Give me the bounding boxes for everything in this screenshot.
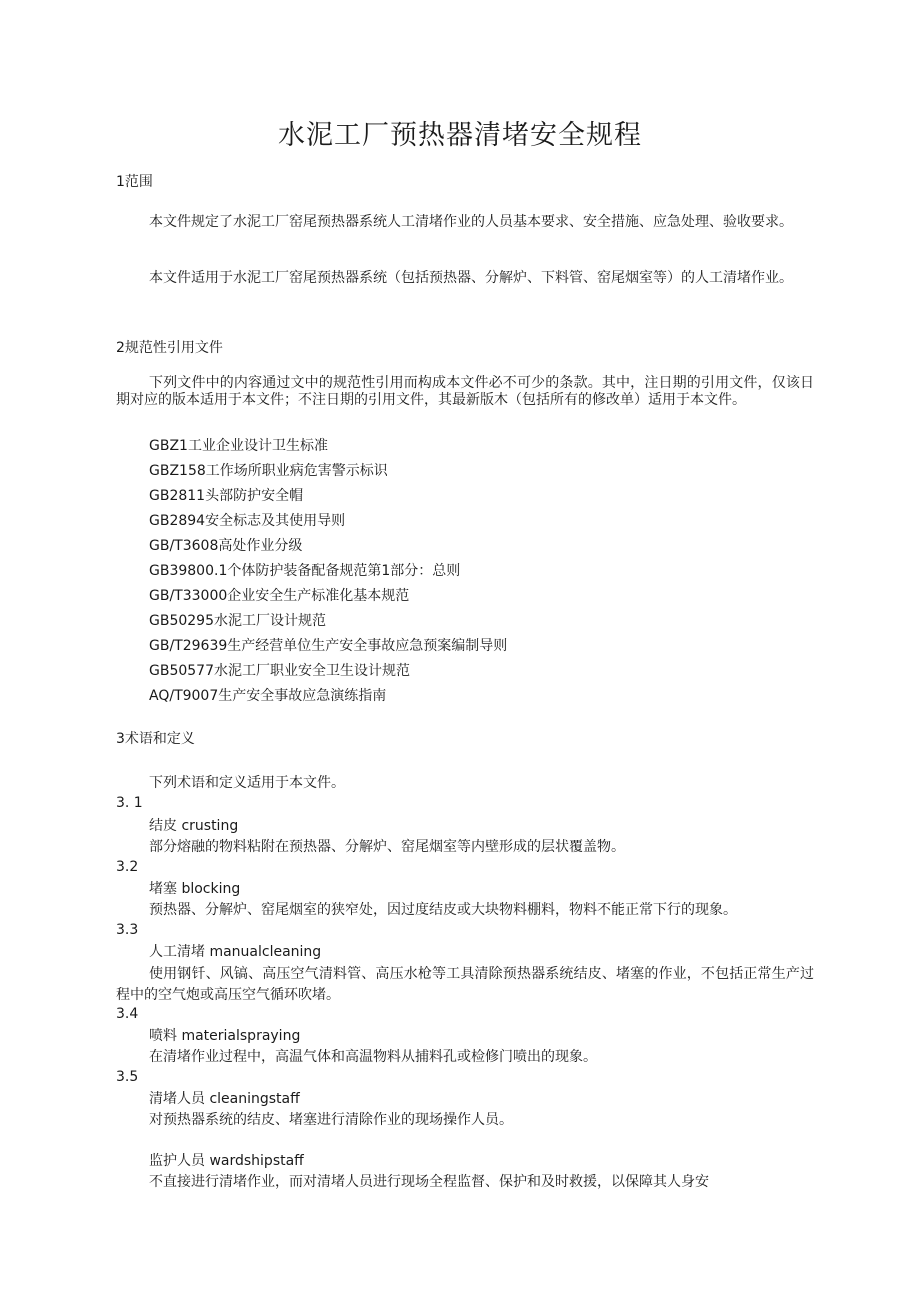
reference-item: GB2811头部防护安全帽 xyxy=(149,488,304,504)
term-definition: 使用钢钎、风镐、高压空气清料管、高压水枪等工具清除预热器系统结皮、堵塞的作业，不包括正常生产过程中的空气炮或高压空气循环吹堵。 xyxy=(116,966,814,1003)
term-number: 3.2 xyxy=(116,859,139,875)
term-definition: 部分熔融的物料粘附在预热器、分解炉、窑尾烟室等内壁形成的层状覆盖物。 xyxy=(149,839,625,855)
reference-item: GB/T3608高处作业分级 xyxy=(149,538,303,554)
reference-item: GBZ1工业企业设计卫生标准 xyxy=(149,438,328,454)
term-definition: 在清堵作业过程中，高温气体和高温物料从捕料孔或检修门喷出的现象。 xyxy=(149,1049,597,1065)
term-number: 3.4 xyxy=(116,1006,139,1022)
term-name: 清堵人员 cleaningstaff xyxy=(149,1091,300,1107)
term-number: 3.5 xyxy=(116,1069,139,1085)
term-name: 结皮 crusting xyxy=(149,818,239,834)
section-3-intro: 下列术语和定义适用于本文件。 xyxy=(149,775,345,791)
term-number: 3.3 xyxy=(116,922,139,938)
reference-item: GB50577水泥工厂职业安全卫生设计规范 xyxy=(149,663,410,679)
term-number: 3. 1 xyxy=(116,795,143,811)
term-definition: 不直接进行清堵作业，而对清堵人员进行现场全程监督、保护和及时救援，以保障其人身安 xyxy=(149,1174,709,1190)
reference-item: GB39800.1个体防护装备配备规范第1部分：总则 xyxy=(149,563,461,579)
section-1-heading: 1范围 xyxy=(116,174,153,190)
term-name: 监护人员 wardshipstaff xyxy=(149,1153,304,1169)
page-title: 水泥工厂预热器清堵安全规程 xyxy=(278,120,642,151)
section-3-heading: 3术语和定义 xyxy=(116,731,195,747)
section-1-paragraph-2: 本文件适用于水泥工厂窑尾预热器系统（包括预热器、分解炉、下料管、窑尾烟室等）的人工清堵作业。 xyxy=(149,270,793,286)
section-2-intro: 下列文件中的内容通过文中的规范性引用而构成本文件必不可少的条款。其中，注日期的引用文件，仅该日期对应的版本适用于本文件；不注日期的引用文件，其最新版木（包括所有的修改单）适用于本文件。 xyxy=(116,375,814,408)
reference-item: GB2894安全标志及其使用导则 xyxy=(149,513,346,529)
section-2-heading: 2规范性引用文件 xyxy=(116,340,223,356)
term-name: 堵塞 blocking xyxy=(149,881,241,897)
reference-item: GBZ158工作场所职业病危害警示标识 xyxy=(149,463,388,479)
reference-item: AQ/T9007生产安全事故应急演练指南 xyxy=(149,688,387,704)
reference-item: GB/T29639生产经营单位生产安全事故应急预案编制导则 xyxy=(149,638,508,654)
section-1-paragraph-1: 本文件规定了水泥工厂窑尾预热器系统人工清堵作业的人员基本要求、安全措施、应急处理、验收要求。 xyxy=(149,214,793,230)
term-name: 喷料 materialspraying xyxy=(149,1028,301,1044)
term-name: 人工清堵 manualcleaning xyxy=(149,944,322,960)
reference-item: GB/T33000企业安全生产标准化基本规范 xyxy=(149,588,410,604)
term-definition: 预热器、分解炉、窑尾烟室的狭窄处，因过度结皮或大块物料棚料，物料不能正常下行的现象。 xyxy=(149,902,737,918)
reference-item: GB50295水泥工厂设计规范 xyxy=(149,613,326,629)
term-definition: 对预热器系统的结皮、堵塞进行清除作业的现场操作人员。 xyxy=(149,1112,513,1128)
